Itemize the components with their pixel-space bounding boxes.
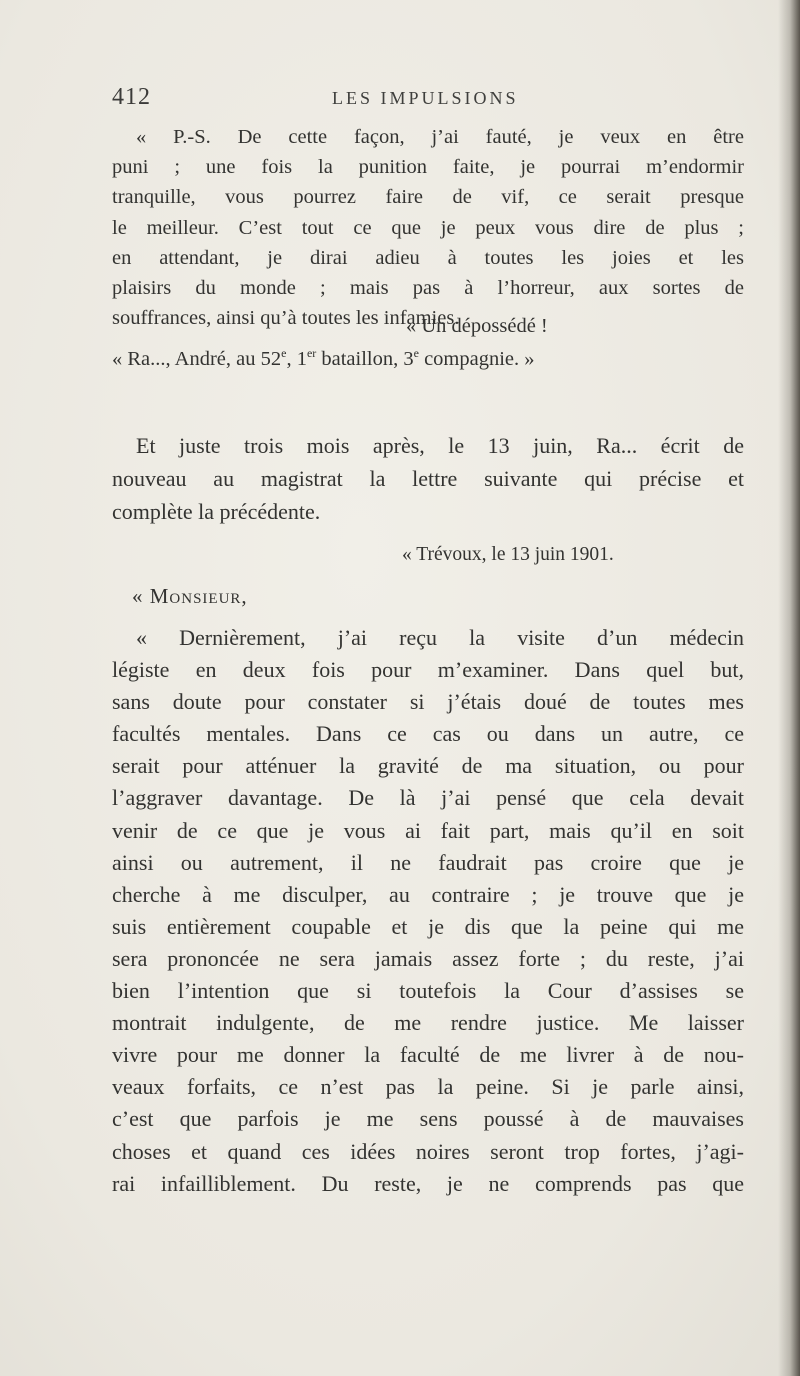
text-line: sans doute pour constater si j’étais doué de toutes mes (112, 689, 744, 715)
signature-details: « Ra..., André, au 52e, 1er bataillon, 3e compagnie. » (112, 346, 535, 370)
text-line: Et juste trois mois après, le 13 juin, Ra... écrit de (136, 433, 744, 458)
page-header (112, 84, 712, 114)
letter-dateline: « Trévoux, le 13 juin 1901. (402, 544, 614, 565)
text-line: puni ; une fois la punition faite, je pourrai m’endormir (112, 156, 744, 179)
text-line: cherche à me disculper, au contraire ; je trouve que je (112, 881, 744, 907)
text-line: vivre pour me donner la faculté de me livrer à de nou- (112, 1042, 744, 1068)
text-line: facultés mentales. Dans ce cas ou dans un autre, ce (112, 721, 744, 747)
text-line: ainsi ou autrement, il ne faudrait pas croire que je (112, 849, 744, 875)
letter-salutation: « Monsieur, (132, 584, 248, 608)
text-line: bien l’intention que si toutefois la Cour d’assises se (112, 978, 744, 1004)
text-line: complète la précédente. (112, 499, 321, 524)
text-line: veaux forfaits, ce n’est pas la peine. Si je parle ainsi, (112, 1074, 744, 1100)
text-line: plaisirs du monde ; mais pas à l’horreur, aux sortes de (112, 277, 744, 300)
text-line: en attendant, je dirai adieu à toutes les joies et les (112, 246, 744, 269)
text-line: serait pour atténuer la gravité de ma situation, ou pour (112, 753, 744, 779)
text-line: nouveau au magistrat la lettre suivante qui précise et (112, 466, 744, 491)
text-line: « P.-S. De cette façon, j’ai fauté, je veux en être (136, 126, 744, 148)
signature-line: « Un dépossédé ! (406, 315, 548, 337)
text-line: l’aggraver davantage. De là j’ai pensé que cela devait (112, 785, 744, 811)
text-line: choses et quand ces idées noires seront trop fortes, j’agi- (112, 1138, 744, 1164)
text-line: tranquille, vous pourrez faire de vif, ce serait presque (112, 186, 744, 209)
text-line: le meilleur. C’est tout ce que je peux vous dire de plus ; (112, 216, 744, 239)
text-line: légiste en deux fois pour m’examiner. Dans quel but, (112, 657, 744, 683)
text-line: « Dernièrement, j’ai reçu la visite d’un médecin (136, 625, 744, 650)
text-line: rai infailliblement. Du reste, je ne comprends pas que (112, 1170, 744, 1196)
text-line: montrait indulgente, de me rendre justice. Me laisser (112, 1010, 744, 1036)
page-edge-shadow (778, 0, 800, 1376)
running-title: LES IMPULSIONS (332, 88, 519, 108)
narrative-paragraph (112, 429, 744, 528)
page-number: 412 (112, 84, 151, 110)
letter-body (112, 622, 744, 1200)
text-line: venir de ce que je vous ai fait part, mais qu’il en soit (112, 817, 744, 843)
text-line: souffrances, ainsi qu’à toutes les infamies. (112, 307, 460, 330)
text-line: c’est que parfois je me sens poussé à de mauvaises (112, 1106, 744, 1132)
letter-postscript (112, 122, 744, 333)
text-line: sera prononcée ne sera jamais assez forte ; du reste, j’ai (112, 945, 744, 971)
text-line: suis entièrement coupable et je dis que la peine qui me (112, 913, 744, 939)
